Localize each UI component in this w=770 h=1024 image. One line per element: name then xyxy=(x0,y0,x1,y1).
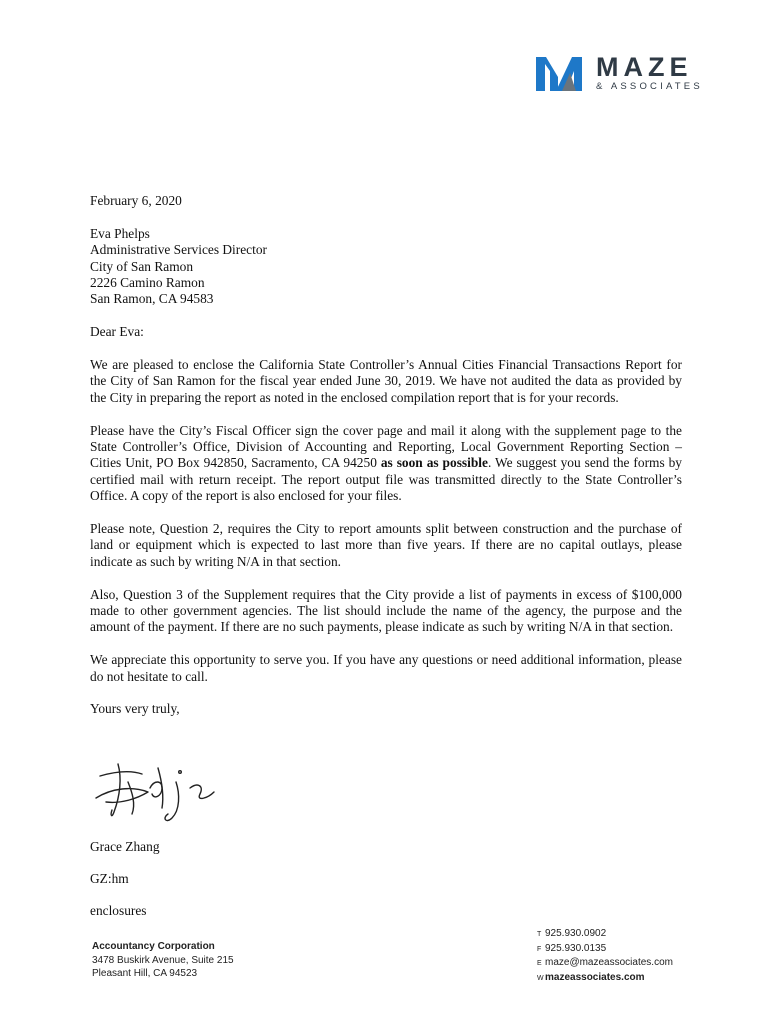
closing: Yours very truly, xyxy=(90,701,180,717)
email-value: maze@mazeassociates.com xyxy=(545,957,673,968)
footer-address-line-2: Pleasant Hill, CA 94523 xyxy=(92,968,198,979)
logo-subname: & ASSOCIATES xyxy=(596,81,703,92)
footer-fax xyxy=(537,942,673,957)
company-logo xyxy=(536,52,716,94)
paragraph-2 xyxy=(90,423,682,505)
signature xyxy=(92,758,222,828)
footer-contact xyxy=(537,927,673,985)
footer-corp: Accountancy Corporation xyxy=(92,941,215,952)
fax-label: F xyxy=(537,945,542,953)
paragraph-3: Please note, Question 2, requires the City to report amounts split between construction and the purchase of land or equipment which is expected to last more than five years. If there are no capital outlays, please indicate as such by writing N/A in that section. xyxy=(90,521,682,569)
paragraph-2-text-end: . We suggest you send the forms by certified mail with return receipt. The report output file was transmitted directly to the State Controller’s Office. A copy of the report is also enclosed for your files. xyxy=(90,455,682,504)
letter-body xyxy=(90,193,682,734)
recipient-line: Eva Phelps xyxy=(90,225,150,241)
footer-address-line-1: 3478 Buskirk Avenue, Suite 215 xyxy=(92,954,234,966)
recipient-address xyxy=(90,226,682,308)
salutation: Dear Eva: xyxy=(90,324,144,340)
web-label: W xyxy=(537,974,544,982)
footer-address xyxy=(92,940,234,981)
recipient-line: San Ramon, CA 94583 xyxy=(90,291,214,307)
letter-date: February 6, 2020 xyxy=(90,193,182,208)
recipient-line: City of San Ramon xyxy=(90,258,194,274)
phone-value: 925.930.0902 xyxy=(545,928,607,939)
recipient-line: 2226 Camino Ramon xyxy=(90,275,205,291)
maze-logo-mark-icon xyxy=(536,55,592,91)
email-label: E xyxy=(537,960,542,967)
signer-name: Grace Zhang xyxy=(90,839,160,854)
footer-email xyxy=(537,956,673,971)
logo-name: MAZE xyxy=(596,52,693,82)
phone-label: T xyxy=(537,931,542,938)
footer-phone xyxy=(537,927,673,942)
paragraph-5: We appreciate this opportunity to serve you. If you have any questions or need additional information, please do not hesitate to call. xyxy=(90,652,682,684)
recipient-line: Administrative Services Director xyxy=(90,242,268,258)
fax-value: 925.930.0135 xyxy=(545,942,607,954)
paragraph-2-emphasis: as soon as possible xyxy=(380,455,488,471)
web-value: mazeassociates.com xyxy=(545,971,645,983)
footer-web xyxy=(537,971,673,986)
paragraph-2-text: Please have the City’s Fiscal Officer sign the cover page and mail it along with the supplement page to the State Controller’s Office, Division of Accounting and Reporting, Local Government Reporting Section – Cities Unit, PO Box 942850, Sacramento, CA 94250 xyxy=(90,422,682,471)
typist-initials: GZ:hm xyxy=(90,871,129,886)
paragraph-4: Also, Question 3 of the Supplement requires that the City provide a list of payments in excess of $100,000 made to other government agencies. The list should include the name of the agency, the purpose and the amount of the payment. If there are no such payments, please indicate as such by writing N/A in that section. xyxy=(90,586,682,635)
enclosures-note: enclosures xyxy=(90,903,147,918)
paragraph-1: We are pleased to enclose the California State Controller’s Annual Cities Financial Transactions Report for the City of San Ramon for the fiscal year ended June 30, 2019. We have not audited the data as provided by the City in preparing the report as noted in the enclosed compilation report that is for your records. xyxy=(90,357,682,405)
